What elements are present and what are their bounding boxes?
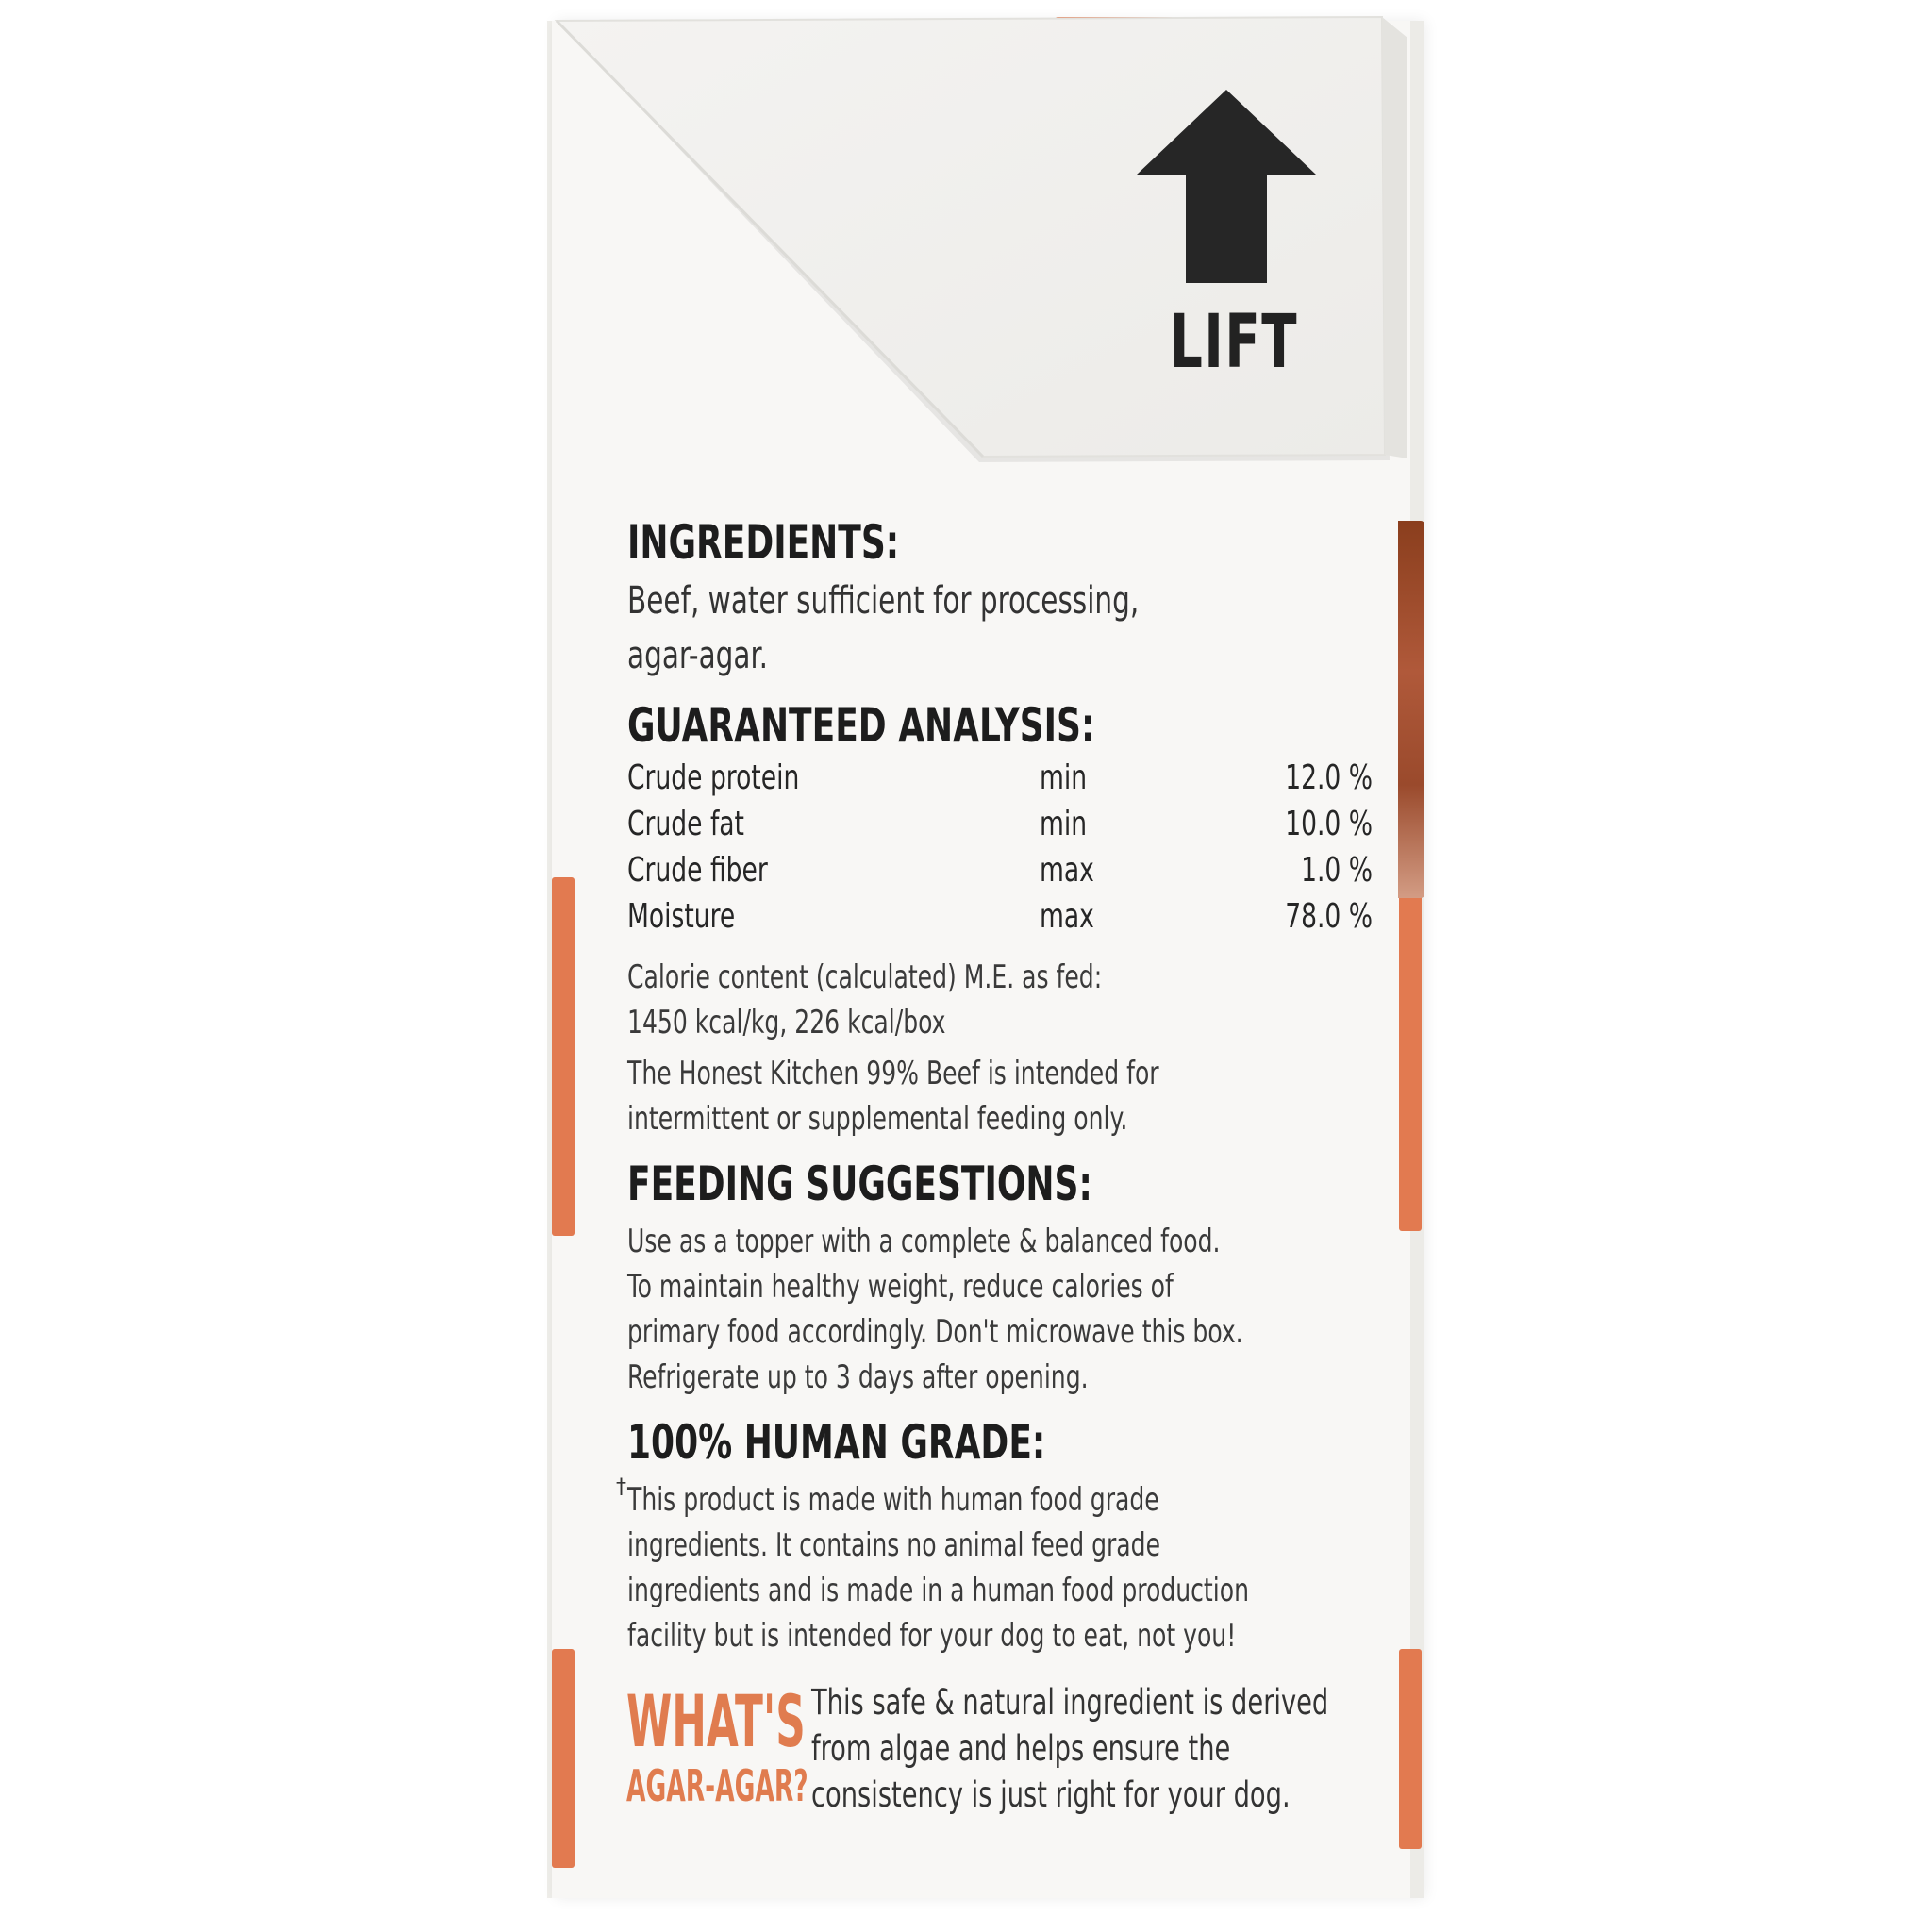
- ga-row-crude-fiber: [627, 851, 1373, 896]
- agar-heading-agar: AGAR-AGAR?: [626, 1760, 808, 1811]
- guaranteed-analysis-title: GUARANTEED ANALYSIS:: [627, 698, 1095, 753]
- ga-qualifier: min: [1040, 805, 1088, 843]
- dagger-mark: †: [616, 1475, 626, 1499]
- statement-line-2: intermittent or supplemental feeding only.: [627, 1100, 1128, 1138]
- human-grade-line-2: ingredients. It contains no animal feed grade: [627, 1526, 1161, 1564]
- agar-line-3: consistency is just right for your dog.: [811, 1774, 1291, 1815]
- up-arrow-icon: [1137, 90, 1316, 283]
- feeding-line-1: Use as a topper with a complete & balanced food.: [627, 1223, 1221, 1260]
- ga-name: Crude protein: [627, 758, 800, 797]
- human-grade-line-4: facility but is intended for your dog to eat, not you!: [627, 1617, 1237, 1655]
- ga-qualifier: min: [1040, 758, 1088, 797]
- human-grade-line-3: ingredients and is made in a human food production: [627, 1572, 1249, 1609]
- accent-stripe-right-lower: [1399, 1649, 1422, 1849]
- lift-label: LIFT: [1170, 300, 1299, 385]
- agar-heading-whats: WHAT'S: [626, 1679, 806, 1763]
- ingredients-title: INGREDIENTS:: [627, 515, 900, 570]
- product-peek-edge: [1398, 521, 1424, 898]
- agar-description: [811, 1679, 1328, 1818]
- feeding-line-2: To maintain healthy weight, reduce calories of: [627, 1268, 1174, 1306]
- ga-qualifier: max: [1040, 851, 1094, 890]
- statement-line-1: The Honest Kitchen 99% Beef is intended for: [627, 1055, 1159, 1092]
- ga-name: Moisture: [627, 897, 736, 936]
- ga-value: 10.0 %: [1285, 805, 1373, 843]
- ingredients-line-2: agar-agar.: [627, 634, 768, 677]
- feeding-line-3: primary food accordingly. Don't microwave this box.: [627, 1313, 1243, 1351]
- agar-line-2: from algae and helps ensure the: [811, 1728, 1231, 1769]
- ga-row-moisture: [627, 897, 1373, 942]
- feeding-line-4: Refrigerate up to 3 days after opening.: [627, 1358, 1089, 1396]
- ga-value: 1.0 %: [1301, 851, 1373, 890]
- ingredients-line-1: Beef, water sufficient for processing,: [627, 579, 1140, 623]
- ga-name: Crude fiber: [627, 851, 768, 890]
- ga-name: Crude fat: [627, 805, 744, 843]
- feeding-title: FEEDING SUGGESTIONS:: [627, 1157, 1092, 1211]
- human-grade-line-1: This product is made with human food grade: [627, 1481, 1159, 1519]
- accent-stripe-left-lower: [552, 1649, 575, 1868]
- ga-value: 78.0 %: [1285, 897, 1373, 936]
- accent-stripe-right-upper: [1399, 891, 1422, 1231]
- human-grade-title: 100% HUMAN GRADE:: [627, 1415, 1046, 1470]
- calorie-line-1: Calorie content (calculated) M.E. as fed:: [627, 958, 1103, 996]
- ga-row-crude-protein: [627, 758, 1373, 804]
- accent-stripe-left-upper: [552, 877, 575, 1236]
- agar-line-1: This safe & natural ingredient is derived: [811, 1682, 1329, 1723]
- ga-value: 12.0 %: [1285, 758, 1373, 797]
- calorie-line-2: 1450 kcal/kg, 226 kcal/box: [627, 1004, 946, 1041]
- ga-qualifier: max: [1040, 897, 1094, 936]
- ga-row-crude-fat: [627, 805, 1373, 850]
